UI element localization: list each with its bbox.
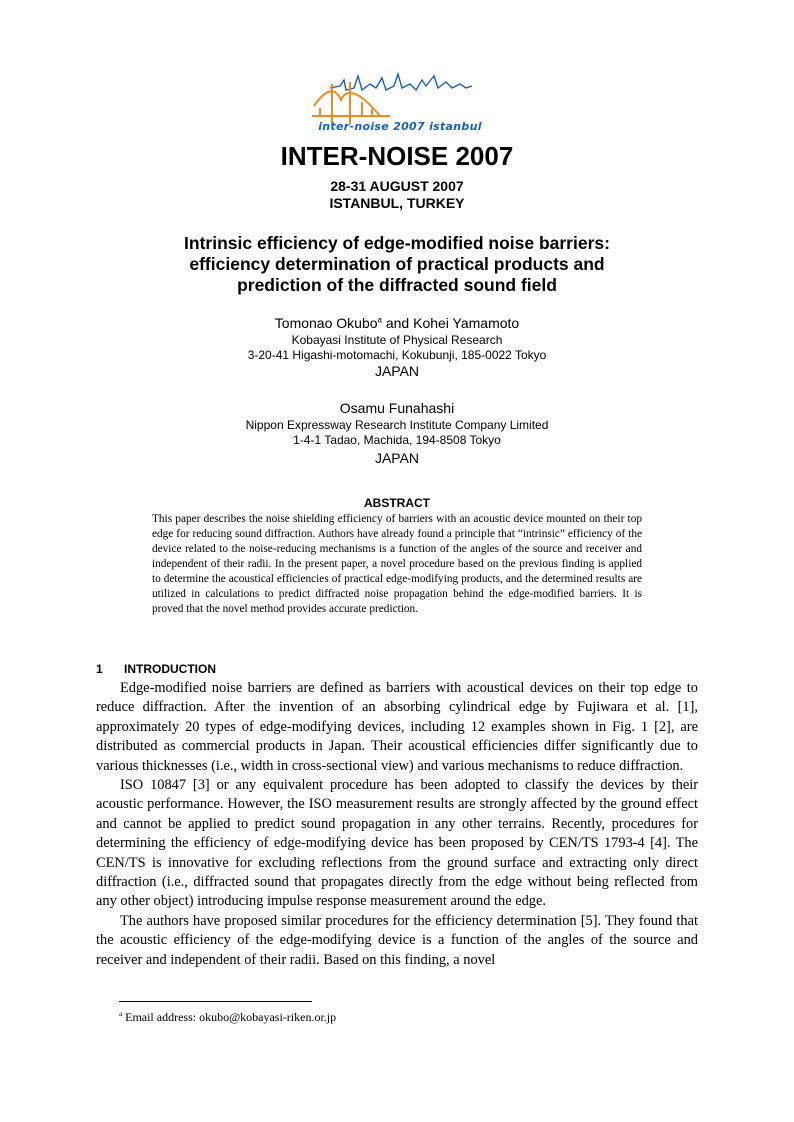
paper-title	[150, 233, 644, 296]
bridge-graphic	[312, 82, 390, 124]
footnote	[119, 1010, 336, 1025]
paper-title-line: Intrinsic efficiency of edge-modified noise barriers:	[184, 233, 610, 253]
author-country: JAPAN	[374, 450, 420, 466]
paragraph: Edge-modified noise barriers are defined as barriers with acoustical devices on their top edge to reduce diffraction. After the invention of an absorbing cylindrical edge by Fujiwara et al. [1], approximately 20 types of edge-modifying devices, including 12 examples shown in Fig. 1 [2], are distributed as commercial products in Japan. Their acoustical efficiencies differ significantly due to various thicknesses (i.e., width in cross-sectional view) and various mechanisms to reduce diffraction.	[96, 680, 698, 774]
paragraph: The authors have proposed similar procedures for the efficiency determination [5]. They found that the acoustic efficiency of the edge-modifying device is a function of the angles of the source and receiver and independent of their radii. Based on this finding, a novel	[96, 912, 698, 968]
author-name: and Kohei Yamamoto	[381, 315, 520, 331]
author-address: 1-4-1 Tadao, Machida, 194-8508 Tokyo	[293, 433, 501, 447]
footnote-marker: a	[119, 1010, 123, 1018]
author-names	[0, 315, 794, 331]
paragraph: ISO 10847 [3] or any equivalent procedure has been adopted to classify the devices by their acoustic performance. However, the ISO measurement results are strongly affected by the ground effect and cannot be applied to predict sound propagation in any other terrains. Recently, procedures for determining the efficiency of edge-modifying device has been proposed by CEN/TS 1793-4 [4]. The CEN/TS is innovative for excluding reflections from the ground surface and extracting only direct diffraction (i.e., diffracted sound that propagates directly from the edge without being reflected from any other object) introducing impulse response measurement around the edge.	[96, 777, 698, 910]
conference-title: INTER-NOISE 2007	[280, 141, 514, 171]
logo-caption: inter-noise 2007 istanbul	[318, 120, 482, 133]
section-number: 1	[96, 662, 103, 676]
footnote-separator	[119, 1001, 312, 1002]
author-institution: Nippon Expressway Research Institute Company Limited	[245, 418, 549, 432]
skyline-graphic	[330, 74, 472, 90]
footnote-marker: a	[377, 315, 382, 325]
author-name: Tomonao Okubo	[274, 315, 378, 331]
author-names: Osamu Funahashi	[339, 400, 455, 416]
conference-location: ISTANBUL, TURKEY	[329, 195, 465, 211]
abstract-text: This paper describes the noise shielding efficiency of barriers with an acoustic device mounted on their top edge for reducing sound diffraction. Authors have already found a principle that “intrinsic” efficiency of the device related to the noise-reducing mechanisms is a function of the angles of the source and receiver and independent of their radii. In the present paper, a novel procedure based on the previous finding is applied to determine the acoustical efficiencies of practical edge-modifying products, and the determined results are utilized in calculations to predict diffracted noise propagation behind the edge-modified barriers. It is proved that the novel method provides accurate prediction.	[152, 513, 642, 615]
author-address: 3-20-41 Higashi-motomachi, Kokubunji, 185-0022 Tokyo	[247, 348, 547, 362]
footnote-text: Email address: okubo@kobayasi-riken.or.jp	[125, 1010, 337, 1024]
section-heading	[96, 662, 216, 676]
author-institution: Kobayasi Institute of Physical Research	[291, 333, 503, 347]
conference-date: 28-31 AUGUST 2007	[330, 178, 464, 194]
paper-title-line: efficiency determination of practical products and	[189, 254, 605, 274]
body-text	[96, 679, 698, 970]
abstract-heading: ABSTRACT	[364, 496, 430, 510]
section-title: INTRODUCTION	[124, 662, 216, 676]
author-country: JAPAN	[374, 363, 420, 379]
paper-title-line: prediction of the diffracted sound field	[237, 275, 557, 295]
